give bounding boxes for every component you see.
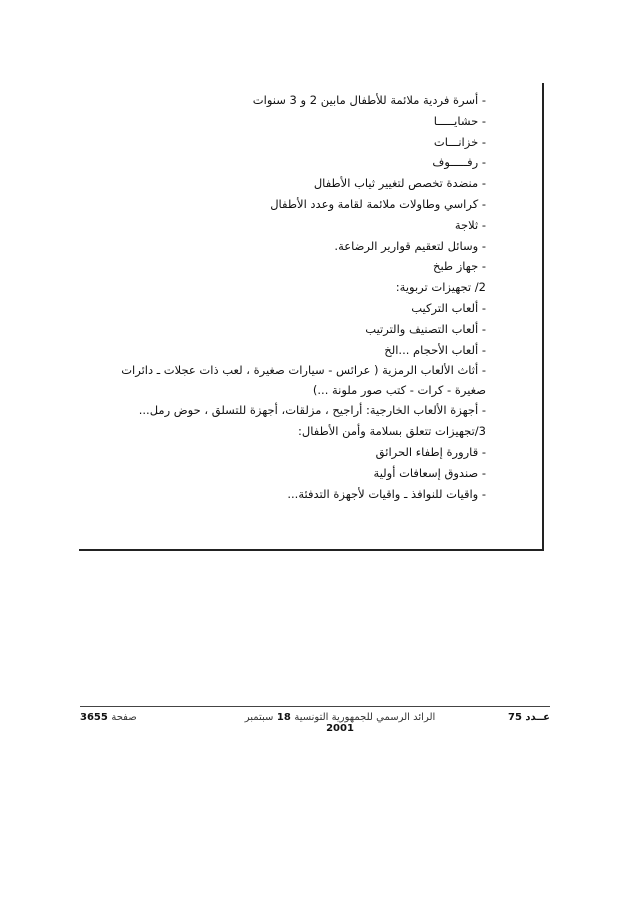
- list-item: - أثاث الألعاب الرمزية ( عرائس - سيارات صغيرة ، لعب ذات عجلات ـ دائرات صغيرة - كرات - كتب صور ملونة ...): [121, 363, 486, 398]
- date-month: سبتمبر: [244, 712, 274, 723]
- list-item: - منضدة تخصص لتغيير ثياب الأطفال: [313, 176, 486, 191]
- issue-label: عــدد: [525, 712, 550, 723]
- issue-number: 75: [508, 712, 522, 723]
- gazette-info: [230, 712, 450, 734]
- list-item: - حشايـــــا: [433, 113, 486, 128]
- section-heading: 3/تجهيزات تتعلق بسلامة وأمن الأطفال:: [298, 424, 486, 439]
- list-item: - ألعاب التركيب: [411, 300, 486, 315]
- issue-info: [508, 712, 550, 723]
- page-number: 3655: [80, 712, 108, 723]
- list-item: - أسرة فردية ملائمة للأطفال مابين 2 و 3 سنوات: [252, 93, 486, 107]
- date-day: 18: [276, 712, 291, 723]
- gazette-title: الرائد الرسمي للجمهورية التونسية: [294, 712, 436, 723]
- document-body: [100, 90, 486, 550]
- page-label: صفحة: [111, 712, 137, 723]
- list-item: - أجهزة الألعاب الخارجية: أراجيح ، مزلقات، أجهزة للتسلق ، حوض رمل...: [138, 403, 486, 418]
- footer-divider: [80, 706, 550, 707]
- page-footer: [80, 712, 550, 732]
- list-item: - صندوق إسعافات أولية: [373, 465, 486, 480]
- list-item: - وسائل لتعقيم قوارير الرضاعة.: [334, 238, 486, 253]
- list-item: - ألعاب الأحجام ...الخ: [384, 342, 486, 357]
- list-item: - خزانـــات: [433, 134, 486, 149]
- list-item: - جهاز طبخ: [433, 259, 486, 274]
- section-heading: 2/ تجهيزات تربوية:: [395, 280, 486, 295]
- list-item: - رفـــــوف: [432, 155, 486, 170]
- list-item: - ثلاجة: [454, 217, 486, 232]
- date-year: 2001: [326, 723, 354, 734]
- list-item: - ألعاب التصنيف والترتيب: [365, 321, 486, 336]
- list-item: - واقيات للنوافذ ـ واقيات لأجهزة التدفئة...: [287, 486, 486, 501]
- page-info: [80, 712, 137, 723]
- list-item: - كراسي وطاولات ملائمة لقامة وعدد الأطفال: [270, 196, 486, 211]
- list-item: - قارورة إطفاء الحرائق: [375, 444, 486, 459]
